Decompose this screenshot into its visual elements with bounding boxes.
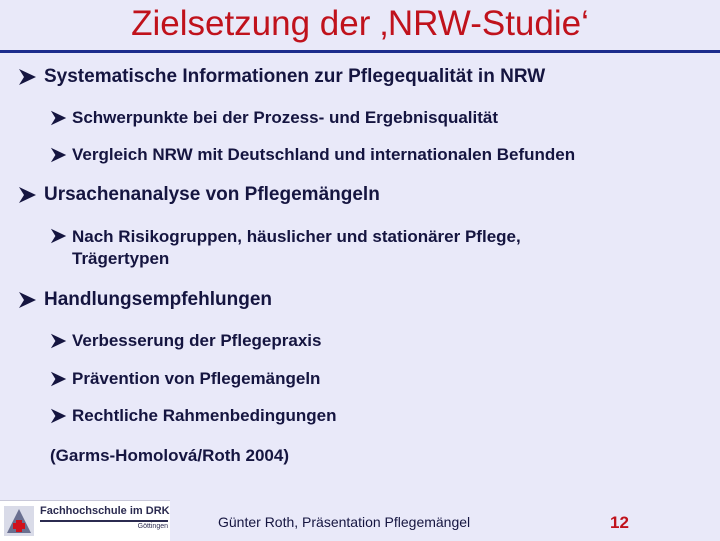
page-number: 12 xyxy=(610,513,629,532)
arrow-bullet-icon xyxy=(50,370,68,393)
arrow-bullet-icon xyxy=(50,146,68,169)
bullet-process-outcome xyxy=(50,108,498,132)
bullet-risk-groups xyxy=(50,226,521,270)
bullet-text-line: Trägertypen xyxy=(72,249,170,268)
bullet-systematic-info xyxy=(18,66,545,93)
bullet-text: Ursachenanalyse von Pflegemängeln xyxy=(44,184,380,205)
bullet-text-block xyxy=(72,226,521,270)
bullet-text: Handlungsempfehlungen xyxy=(44,289,272,310)
bullet-legal-framework xyxy=(50,406,336,430)
bullet-recommendations xyxy=(18,289,272,316)
institution-logo xyxy=(0,500,170,541)
bullet-text: Vergleich NRW mit Deutschland und internationalen Befunden xyxy=(72,145,576,164)
bullet-comparison xyxy=(50,145,575,169)
slide-title: Zielsetzung der ‚NRW-Studie‘ xyxy=(131,4,589,43)
arrow-bullet-icon xyxy=(50,109,68,132)
bullet-text: Verbesserung der Pflegepraxis xyxy=(72,331,322,350)
arrow-bullet-icon xyxy=(18,290,38,316)
logo-divider xyxy=(40,520,168,522)
bullet-text-line: Nach Risikogruppen, häuslicher und stationärer Pflege, xyxy=(72,227,521,246)
title-underline xyxy=(0,50,720,53)
logo-city: Göttingen xyxy=(137,523,168,530)
footer-author: Günter Roth, Präsentation Pflegemängel xyxy=(218,514,471,530)
arrow-bullet-icon xyxy=(50,332,68,355)
logo-name: Fachhochschule im DRK xyxy=(40,505,170,517)
arrow-bullet-icon xyxy=(50,407,68,430)
bullet-care-practice xyxy=(50,331,321,355)
logo-text xyxy=(40,503,168,539)
arrow-bullet-icon xyxy=(18,67,38,93)
red-cross-logo-icon xyxy=(4,506,34,536)
arrow-bullet-icon xyxy=(18,185,38,211)
citation: (Garms-Homolová/Roth 2004) xyxy=(50,446,289,465)
bullet-cause-analysis xyxy=(18,184,380,211)
bullet-text: Rechtliche Rahmenbedingungen xyxy=(72,406,337,425)
bullet-prevention xyxy=(50,369,320,393)
bullet-text: Systematische Informationen zur Pflegequalität in NRW xyxy=(44,66,546,87)
arrow-bullet-icon xyxy=(50,227,68,250)
bullet-text: Prävention von Pflegemängeln xyxy=(72,369,321,388)
bullet-text: Schwerpunkte bei der Prozess- und Ergebnisqualität xyxy=(72,108,499,127)
